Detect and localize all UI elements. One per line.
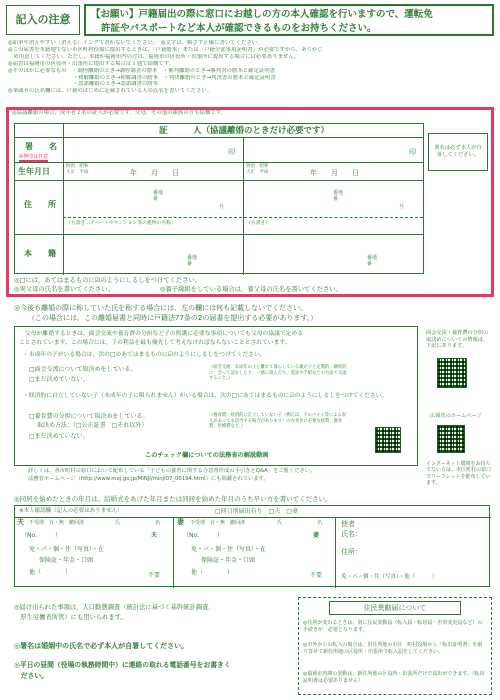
witness2-domicile-banchi: 番地 番: [367, 255, 378, 268]
witness1-domicile-field[interactable]: [65, 236, 241, 273]
witness1-address-field[interactable]: [65, 182, 241, 216]
surname-note-1: ◎今後も離婚の際に称していた氏を称する場合には、左の欄には何も記載しないでください。: [14, 304, 308, 312]
witness1-domicile-banchi: 番地 番: [187, 255, 198, 268]
husband-name-label: 氏: [115, 520, 121, 526]
husband-id-methods-2[interactable]: 保険証・年金・口頭: [39, 557, 94, 564]
apartment-note: （方書き…アパートやマンション等の建物の名称）: [66, 221, 176, 226]
messenger-id-methods[interactable]: 免・パ・個・住（写真）・他（ ）: [341, 574, 438, 580]
messenger-name-label[interactable]: 氏名：: [341, 530, 362, 538]
agreement-method-options[interactable]: 取決め方法：（□公正証書 □それ以外）: [37, 422, 148, 429]
husband-status-options[interactable]: 不受理 有・無 撤回済: [29, 520, 85, 526]
wife-id-methods-2[interactable]: 保険証・年金・口頭: [201, 557, 256, 564]
witness2-go: 号: [399, 204, 405, 210]
minor-child-instruction: ・未成年の子がいる場合は、次の□のあてはまるものに☑のようにしるしをつけてください。: [23, 352, 266, 358]
witness2-birthdate[interactable]: 年 月 日: [310, 169, 359, 177]
visitation-undecided-checkbox[interactable]: □まだ決めていない。: [29, 376, 89, 383]
witness2-seal-mark: 印: [409, 148, 416, 156]
title-box: [6, 5, 80, 35]
messenger-label: 使者: [341, 520, 355, 528]
signature-label: 署 名: [25, 142, 57, 151]
residence-change-box: [298, 597, 492, 695]
wife-given-label: 名: [317, 520, 323, 526]
witness1-signature-field[interactable]: [65, 140, 241, 161]
ministry-video-label: このチェック欄についての法務省の解説動画: [145, 452, 269, 459]
notice-line-1: 【お願い】戸籍届出の際に窓口にお越しの方の本人確認を行いますので、運転免: [91, 9, 433, 20]
husband-id-other[interactable]: 他（ ）: [29, 569, 72, 576]
note-6: ・認諾離婚のとき→認諾調書の謄本: [8, 81, 159, 88]
general-notes: [8, 40, 478, 95]
wife-status-options[interactable]: 不受理 有・無 撤回済: [190, 520, 246, 526]
witness-requirement-note: ◎協議離婚の場合、成年者２名の証人が必要です。父母、その他の親族の方も結構です。: [12, 110, 227, 116]
surname-note-2: （この場合には、この離婚届書と同時に戸籍法77条の2の届書を提出する必要があります。）: [28, 314, 318, 322]
husband-column-label: 夫: [17, 518, 24, 526]
wife-required-label: 妻: [313, 532, 320, 539]
statistics-note-2: 厚生労働省所管）にも用いられます。: [14, 614, 127, 621]
notice-line-2: 許証やパスポートなど本人が確認できるものをお持ちください。: [101, 22, 377, 34]
note-2: め用意してください。ただし、本籍が福岡市内の方は、福岡市の区役所・出張所に提出する場合には必要ありません。: [8, 53, 300, 60]
support-agreed-checkbox[interactable]: □養育費の分担について取決めをしている。: [29, 413, 149, 420]
residence-item-0: ◎住所が変わるときは、別に住民異動届（転入届・転居届・世帯変更届など）の手続きが 必要となります。: [303, 620, 483, 633]
husband-number[interactable]: （No. ）: [21, 532, 61, 539]
visitation-agreed-checkbox[interactable]: □面会交流について取決めをしている。: [29, 366, 137, 373]
witness1-birthdate[interactable]: 年 月 日: [130, 169, 179, 177]
checkbox-instruction: ◎□には、あてはまるものに☑のようにしるしをつけてください。: [14, 277, 202, 284]
visitation-definition: （面会交流：未成年の子と離れて暮らしている親が子と定期的、継続的に、会って話をしたり、一緒に遊んだり、電話や手紙などの方法で交流すること。）: [209, 365, 347, 382]
identity-check-header: ※本人確認欄（記入の必要はありません）: [19, 508, 123, 514]
seal-optional-note: ※押印は任意: [19, 154, 48, 162]
witness-form: [14, 123, 424, 274]
wife-unnecessary[interactable]: 不要: [310, 572, 323, 579]
witness2-banchi: 番地 番: [333, 190, 344, 203]
support-undecided-checkbox[interactable]: □まだ決めていない。: [29, 433, 89, 440]
id-check-notice: [84, 4, 494, 36]
detail-note-1: 詳しくは、各市町村の窓口において配布している「子どもの養育に関する合意書作成の手引きとQ&A」をご覧ください。: [28, 468, 316, 474]
note-1: ◎この届書を本籍地でない市区町村役場に提出するときは、「戸籍謄本」または「戸籍全部事項証明書」が必要ですから、あらかじ: [8, 46, 323, 53]
same-day-options[interactable]: □同日別届出有り □夫 □妻: [215, 508, 299, 515]
residence-item-2: ◎福岡市内間の異動は、新住所地の区役所・出張所だけで届出ができます。（転出証明書は必要ありません）: [303, 671, 485, 684]
wife-id-other[interactable]: 他（ ）: [191, 569, 234, 576]
witness2-address-field[interactable]: [245, 182, 421, 216]
witness2-signature-field[interactable]: [245, 140, 421, 161]
internet-note: インターネット環境をお持ちでない方は、市区町村の窓口でリーフレットを配布しています。: [426, 461, 492, 486]
witness-header: 証 人（協議離婚のときだけ必要です）: [158, 125, 329, 136]
phone-note-2: ださい。: [14, 672, 48, 680]
husband-unnecessary[interactable]: 不要: [148, 572, 161, 579]
domicile-label: 本 籍: [24, 249, 56, 258]
self-sign-note: ◎署名は婚姻中の氏名で必ず本人が自署してください。: [14, 642, 189, 650]
statistics-note-1: ◎届け出られた事項は、人口動態調査（統計法に基づく基幹統計調査、: [14, 604, 215, 611]
husband-required-label: 夫: [151, 532, 158, 539]
detail-note-2[interactable]: 法務省ホームページ（http://www.moj.go.jp/MINJI/minji07_00194.html）にも掲載されています。: [28, 476, 269, 482]
homepage-label: 広報省のホームページ: [430, 413, 482, 419]
birthdate-label: 生年月日: [18, 167, 50, 176]
cohabitation-note: ◎同居を始めたときの年月は、結婚式をあげた年月または同居を始めた年月のうち早い方を書いてください。: [14, 495, 332, 503]
witness1-seal-mark: 印: [228, 148, 235, 156]
homepage-qr-icon[interactable]: [437, 425, 465, 453]
parents-name-note: ◎実父母の氏名を書いてください。: [14, 286, 114, 293]
note-4: ◎そのほかに必要なもの ・調停離婚のとき→調停調書の謄本 ・審判離婚のとき→審判書の謄本と確定証明書: [8, 67, 276, 74]
note-7: ◎筆頭者の氏名欄には、戸籍のはじめに記載されている人の氏名を書いてください。: [8, 88, 213, 95]
note-5: ・和解離婚のとき→和解調書の謄本 ・判決離婚のとき→判決書の謄本と確定証明書: [8, 74, 276, 81]
residence-item-1: ◎市外からの転入の場合は、旧住所地の市区 町村役場から「転出証明書」を取り寄せて新住所地の区役所・出張所で転入届をしてください。: [303, 642, 483, 655]
video-qr-icon[interactable]: [375, 427, 401, 453]
address-label: 住 所: [24, 200, 56, 209]
custody-para-1: 父母が離婚するときは、面会交流や養育費の分担など子の監護に必要な事項についても父母の協議で定める: [25, 331, 304, 337]
note-0: ◎鉛筆や消えやすい（消える）インクで書かないでください。 ◎文字は、略さず正確に書いてください。: [8, 40, 263, 46]
info-qr-icon[interactable]: [437, 358, 467, 388]
husband-given-label: 名: [155, 520, 161, 526]
wife-column-label: 妻: [177, 518, 184, 526]
witness2-era: 明治 昭和 大正 平成: [246, 164, 269, 175]
wife-number[interactable]: （No. ）: [183, 532, 223, 539]
child-support-definition: （養育費：経済的に自立していない子（例えば、アルバイト等による収入があっても該当する場合があります）の衣食住に必要な経費、教育費、医療費など。）: [209, 413, 347, 430]
phone-note-1: ◎平日の昼間（役場の執務時間中）に連絡の取れる電話番号をお書きく: [14, 661, 231, 669]
messenger-address-label[interactable]: 住所：: [341, 548, 362, 556]
identity-check-table: [14, 505, 490, 587]
note-3: ◎届書は福岡市の区役所・出張所に提出する場合は１通で結構です。: [8, 60, 174, 67]
adoptive-parents-note: ◎養子縁組をしている場合は、養父母の氏名を書いてください。: [160, 286, 342, 293]
dependent-child-instruction: ・経済的に自立していない子（未成年の子に限られません）がいる場合は、次の□にあてはまるものに☑のようにしるしをつけてください。: [23, 393, 388, 399]
wife-id-methods-1[interactable]: 免・パ・個・住（写真）・在: [191, 546, 267, 553]
witness1-banchi: 番地 番: [153, 190, 164, 203]
witness2-domicile-field[interactable]: [245, 236, 421, 273]
child-custody-box: [14, 326, 418, 466]
witness1-go: 号: [219, 204, 225, 210]
page-title: 記入の注意: [15, 13, 71, 27]
residence-title: 住民異動届について: [329, 601, 461, 615]
meeting-info-note: 面会交流・養育費の分担の取決めについての情報は、下記にあります。: [426, 330, 489, 349]
wife-name-label: 氏: [277, 520, 283, 526]
katagaki-note: （方書き）: [246, 221, 270, 226]
husband-id-methods-1[interactable]: 免・パ・個・住（写真）・在: [29, 546, 105, 553]
witness1-era: 明治 昭和 大正 平成: [66, 164, 89, 175]
custody-para-2: ことされています。この場合には、子の利益を最も優先して考えなければならないこととされています。: [19, 340, 291, 346]
self-signature-note: 署名は必ず本人が自署してください。: [428, 133, 488, 171]
